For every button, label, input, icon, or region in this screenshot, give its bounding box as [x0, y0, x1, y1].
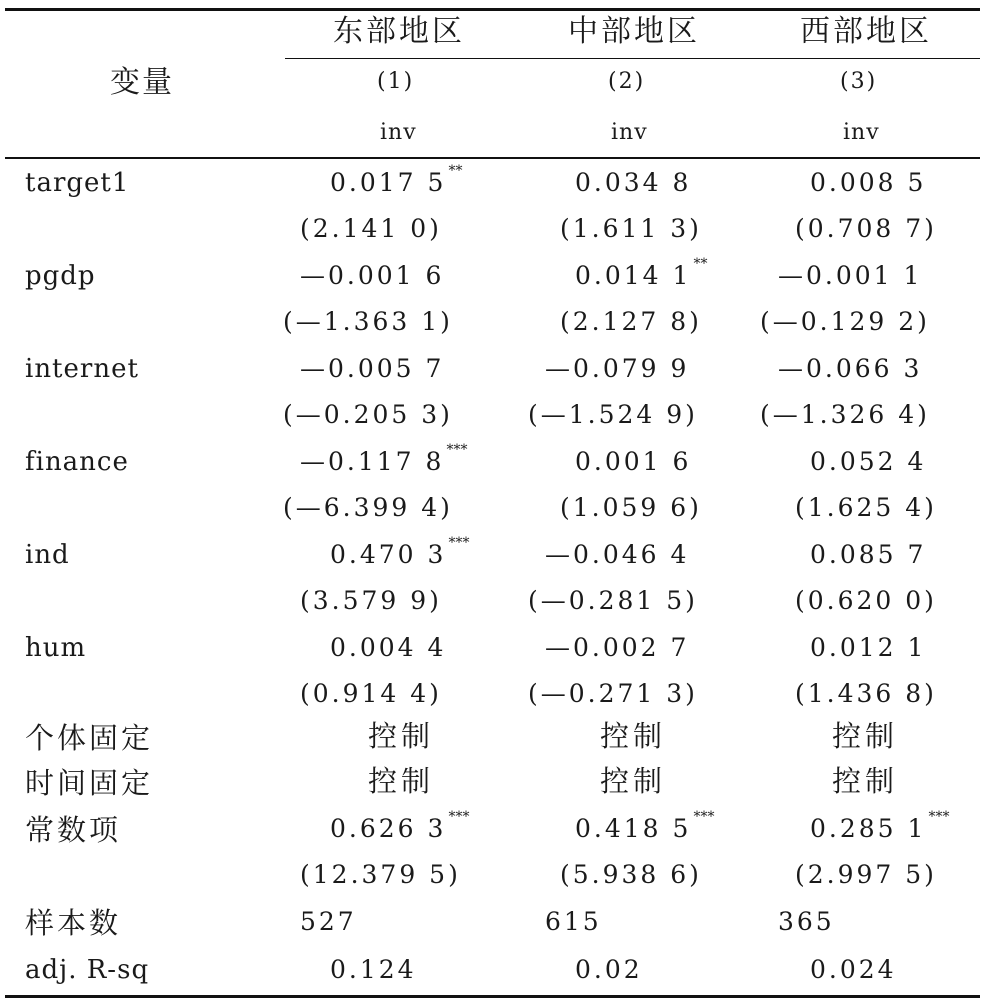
significance-stars: *** — [446, 442, 468, 458]
dependent-var-3: inv — [843, 120, 880, 145]
cell-value: 0.014 1 — [575, 261, 692, 290]
row-label: hum — [25, 633, 87, 663]
cell-value: 0.024 — [810, 955, 897, 984]
cell-value: 0.017 5 — [330, 168, 447, 197]
cell-value: 615 — [545, 907, 602, 936]
table-cell — [760, 402, 930, 427]
dependent-var-1: inv — [380, 120, 417, 145]
cell-value: (—0.281 5) — [528, 586, 698, 615]
column-number-2: (2) — [608, 69, 646, 94]
table-cell — [560, 309, 702, 334]
cell-value: —0.117 8 — [300, 447, 445, 476]
significance-stars: ** — [693, 256, 708, 272]
header-bottom-rule — [5, 157, 980, 159]
cell-value: (2.141 0) — [300, 214, 442, 243]
table-cell — [300, 216, 442, 241]
column-number-1: (1) — [377, 69, 415, 94]
table-cell — [300, 356, 444, 381]
table-cell — [575, 957, 643, 982]
cell-value: (—0.271 3) — [528, 679, 698, 708]
cell-value: (2.127 8) — [560, 307, 702, 336]
cell-value: (—1.524 9) — [528, 400, 698, 429]
table-cell — [795, 216, 937, 241]
table-cell — [795, 588, 937, 613]
cell-value: 控制 — [832, 764, 899, 798]
table-cell — [330, 535, 470, 569]
table-cell — [810, 542, 926, 567]
row-label: 个体固定 — [25, 721, 154, 755]
table-cell — [810, 635, 926, 660]
region-header-east: 东部地区 — [333, 14, 465, 49]
cell-value: (—0.129 2) — [760, 307, 930, 336]
table-bottom-rule — [5, 995, 980, 998]
table-cell — [300, 862, 461, 887]
table-cell — [300, 442, 468, 476]
table-cell — [810, 170, 926, 195]
table-cell — [368, 719, 435, 753]
cell-value: 0.052 4 — [810, 447, 927, 476]
significance-stars: *** — [448, 535, 470, 551]
cell-value: 控制 — [832, 719, 899, 753]
column-number-3: (3) — [840, 69, 878, 94]
table-cell — [810, 449, 926, 474]
region-header-west: 西部地区 — [800, 14, 932, 49]
cell-value: 控制 — [600, 719, 667, 753]
table-cell — [575, 256, 708, 290]
cell-value: 0.085 7 — [810, 540, 927, 569]
table-cell — [368, 764, 435, 798]
table-cell — [560, 495, 702, 520]
variable-header: 变量 — [110, 65, 174, 100]
table-cell — [545, 542, 689, 567]
row-label: 时间固定 — [25, 766, 154, 800]
table-cell — [832, 764, 899, 798]
cell-value: —0.079 9 — [545, 354, 690, 383]
table-cell — [330, 163, 463, 197]
cell-value: —0.046 4 — [545, 540, 690, 569]
cell-value: 0.626 3 — [330, 814, 447, 843]
table-cell — [810, 957, 897, 982]
table-cell — [575, 449, 691, 474]
table-cell — [600, 764, 667, 798]
cell-value: (0.914 4) — [300, 679, 442, 708]
cell-value: 0.008 5 — [810, 168, 927, 197]
table-cell — [283, 495, 453, 520]
row-label: 常数项 — [25, 813, 122, 847]
table-cell — [600, 719, 667, 753]
cell-value: (—6.399 4) — [283, 493, 453, 522]
table-cell — [330, 809, 470, 843]
cell-value: (—1.363 1) — [283, 307, 453, 336]
row-label: pgdp — [25, 261, 96, 291]
table-cell — [330, 957, 417, 982]
table-cell — [300, 681, 442, 706]
cell-value: (1.436 8) — [795, 679, 937, 708]
significance-stars: *** — [693, 809, 715, 825]
table-cell — [575, 170, 691, 195]
table-cell — [795, 681, 937, 706]
table-cell — [810, 809, 950, 843]
cell-value: 0.004 4 — [330, 633, 447, 662]
cell-value: —0.001 6 — [300, 261, 445, 290]
significance-stars: *** — [928, 809, 950, 825]
cell-value: (2.997 5) — [795, 860, 937, 889]
cell-value: 控制 — [600, 764, 667, 798]
table-cell — [330, 635, 446, 660]
table-cell — [545, 356, 689, 381]
cell-value: (5.938 6) — [560, 860, 702, 889]
cell-value: (0.708 7) — [795, 214, 937, 243]
table-cell — [528, 588, 698, 613]
table-cell — [528, 681, 698, 706]
table-cell — [300, 909, 357, 934]
cell-value: 365 — [778, 907, 835, 936]
cell-value: —0.002 7 — [545, 633, 690, 662]
cell-value: 0.02 — [575, 955, 643, 984]
cell-value: (3.579 9) — [300, 586, 442, 615]
cell-value: 0.470 3 — [330, 540, 447, 569]
table-cell — [778, 909, 835, 934]
table-cell — [283, 402, 453, 427]
table-cell — [545, 635, 689, 660]
cell-value: (1.611 3) — [560, 214, 702, 243]
table-cell — [560, 216, 702, 241]
table-cell — [795, 495, 937, 520]
table-cell — [795, 862, 937, 887]
cell-value: —0.001 1 — [778, 261, 923, 290]
table-cell — [778, 263, 922, 288]
cell-value: —0.005 7 — [300, 354, 445, 383]
cell-value: 0.012 1 — [810, 633, 927, 662]
cell-value: (0.620 0) — [795, 586, 937, 615]
cell-value: 0.001 6 — [575, 447, 692, 476]
row-label: finance — [25, 447, 129, 477]
table-cell — [300, 263, 444, 288]
cell-value: (—1.326 4) — [760, 400, 930, 429]
table-cell — [560, 862, 702, 887]
table-cell — [300, 588, 442, 613]
cell-value: 527 — [300, 907, 357, 936]
table-cell — [575, 809, 715, 843]
cell-value: 0.034 8 — [575, 168, 692, 197]
cell-value: 0.285 1 — [810, 814, 927, 843]
cell-value: (12.379 5) — [300, 860, 461, 889]
row-label: adj. R-sq — [25, 955, 150, 985]
cell-value: (—0.205 3) — [283, 400, 453, 429]
table-cell — [760, 309, 930, 334]
table-cell — [545, 909, 602, 934]
cell-value: 控制 — [368, 764, 435, 798]
cell-value: (1.625 4) — [795, 493, 937, 522]
table-cell — [778, 356, 922, 381]
table-cell — [283, 309, 453, 334]
table-cell — [528, 402, 698, 427]
cell-value: (1.059 6) — [560, 493, 702, 522]
header-sub-rule — [285, 58, 980, 59]
region-header-central: 中部地区 — [568, 14, 700, 49]
row-label: ind — [25, 540, 70, 570]
significance-stars: *** — [448, 809, 470, 825]
table-cell — [832, 719, 899, 753]
cell-value: 0.124 — [330, 955, 417, 984]
row-label: internet — [25, 354, 139, 384]
row-label: target1 — [25, 168, 130, 198]
cell-value: —0.066 3 — [778, 354, 923, 383]
dependent-var-2: inv — [611, 120, 648, 145]
row-label: 样本数 — [25, 906, 122, 940]
cell-value: 控制 — [368, 719, 435, 753]
table-top-rule — [5, 8, 980, 11]
cell-value: 0.418 5 — [575, 814, 692, 843]
significance-stars: ** — [448, 163, 463, 179]
